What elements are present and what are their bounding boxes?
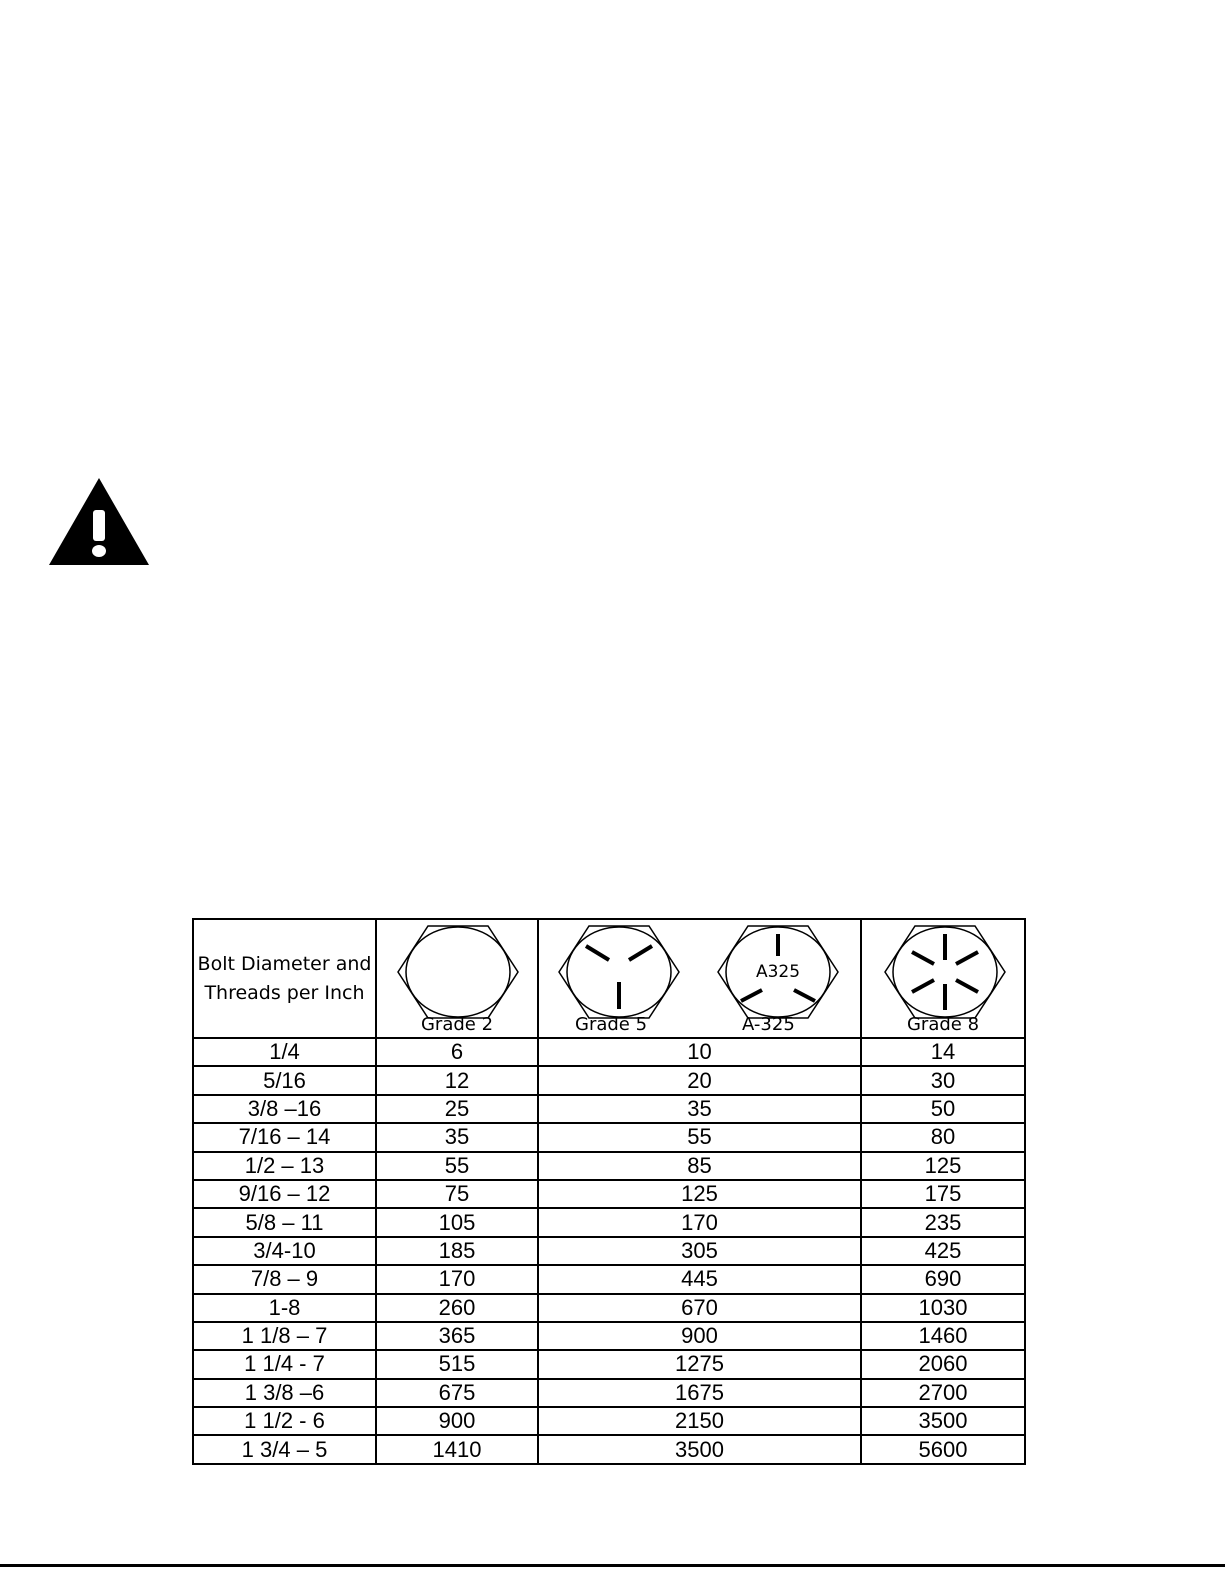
grade-5-torque-cell: 125 <box>538 1180 861 1208</box>
grade-8-torque-cell: 2060 <box>861 1350 1025 1378</box>
table-row <box>193 1038 1025 1066</box>
grade-5-torque-cell: 20 <box>538 1066 861 1094</box>
bolt-size-cell: 5/16 <box>193 1066 376 1094</box>
bolt-size-cell: 1 3/8 –6 <box>193 1379 376 1407</box>
grade-8-torque-cell: 50 <box>861 1095 1025 1123</box>
bolt-size-cell: 1 3/4 – 5 <box>193 1435 376 1463</box>
table-row <box>193 1294 1025 1322</box>
grade-8-torque-cell: 690 <box>861 1265 1025 1293</box>
grade-2-torque-cell: 170 <box>376 1265 538 1293</box>
grade-2-torque-cell: 900 <box>376 1407 538 1435</box>
bolt-size-cell: 1/2 – 13 <box>193 1152 376 1180</box>
table-row <box>193 1180 1025 1208</box>
grade-2-torque-cell: 55 <box>376 1152 538 1180</box>
bolt-size-cell: 7/8 – 9 <box>193 1265 376 1293</box>
table-row <box>193 1379 1025 1407</box>
table-row <box>193 1123 1025 1151</box>
grade-5-torque-cell: 305 <box>538 1237 861 1265</box>
grade-8-torque-cell: 125 <box>861 1152 1025 1180</box>
grade-5-torque-cell: 3500 <box>538 1435 861 1463</box>
grade-2-torque-cell: 75 <box>376 1180 538 1208</box>
grade-2-torque-cell: 35 <box>376 1123 538 1151</box>
bolt-size-cell: 5/8 – 11 <box>193 1208 376 1236</box>
grade-8-torque-cell: 3500 <box>861 1407 1025 1435</box>
grade-8-header <box>861 919 1025 1038</box>
table-row <box>193 1265 1025 1293</box>
grade-2-torque-cell: 185 <box>376 1237 538 1265</box>
bolt-diameter-header: Bolt Diameter and Threads per Inch <box>193 919 376 1038</box>
grade-8-bolt-head-icon <box>883 924 1007 1020</box>
table-header-row <box>193 919 1025 1038</box>
bolt-size-cell: 1 1/8 – 7 <box>193 1322 376 1350</box>
table-row <box>193 1066 1025 1094</box>
table-row <box>193 1435 1025 1463</box>
grade-5-torque-cell: 35 <box>538 1095 861 1123</box>
bolt-size-cell: 1 1/4 - 7 <box>193 1350 376 1378</box>
grade-2-bolt-head-icon <box>396 924 520 1020</box>
table-row <box>193 1350 1025 1378</box>
table-row <box>193 1208 1025 1236</box>
grade-8-torque-cell: 1030 <box>861 1294 1025 1322</box>
grade-8-torque-cell: 2700 <box>861 1379 1025 1407</box>
grade-2-header <box>376 919 538 1038</box>
grade-8-torque-cell: 425 <box>861 1237 1025 1265</box>
table-row <box>193 1322 1025 1350</box>
bolt-size-cell: 3/8 –16 <box>193 1095 376 1123</box>
bolt-size-cell: 7/16 – 14 <box>193 1123 376 1151</box>
grade-5-torque-cell: 670 <box>538 1294 861 1322</box>
table-body <box>193 1038 1025 1464</box>
grade-2-torque-cell: 25 <box>376 1095 538 1123</box>
grade-2-torque-cell: 6 <box>376 1038 538 1066</box>
a325-label: A-325 <box>742 1014 795 1035</box>
grade-5-torque-cell: 1275 <box>538 1350 861 1378</box>
warning-triangle-icon <box>49 478 149 565</box>
a325-bolt-head-icon <box>716 924 840 1020</box>
grade-5-torque-cell: 170 <box>538 1208 861 1236</box>
grade-2-torque-cell: 105 <box>376 1208 538 1236</box>
bolt-torque-table <box>192 918 1026 1465</box>
grade-2-torque-cell: 365 <box>376 1322 538 1350</box>
bolt-size-cell: 1-8 <box>193 1294 376 1322</box>
grade-5-torque-cell: 445 <box>538 1265 861 1293</box>
bolt-size-cell: 1 1/2 - 6 <box>193 1407 376 1435</box>
grade-5-label: Grade 5 <box>575 1014 648 1035</box>
grade-5-torque-cell: 85 <box>538 1152 861 1180</box>
a325-head-mark: A325 <box>755 962 801 982</box>
grade-5-torque-cell: 2150 <box>538 1407 861 1435</box>
grade-8-torque-cell: 14 <box>861 1038 1025 1066</box>
grade-2-torque-cell: 12 <box>376 1066 538 1094</box>
grade-5-torque-cell: 1675 <box>538 1379 861 1407</box>
grade-5-torque-cell: 10 <box>538 1038 861 1066</box>
grade-8-torque-cell: 1460 <box>861 1322 1025 1350</box>
grade-2-torque-cell: 515 <box>376 1350 538 1378</box>
grade-2-torque-cell: 1410 <box>376 1435 538 1463</box>
table-row <box>193 1152 1025 1180</box>
grade-8-torque-cell: 175 <box>861 1180 1025 1208</box>
grade-5-torque-cell: 55 <box>538 1123 861 1151</box>
bolt-size-cell: 3/4-10 <box>193 1237 376 1265</box>
table-row <box>193 1407 1025 1435</box>
bolt-size-cell: 9/16 – 12 <box>193 1180 376 1208</box>
grade-8-torque-cell: 5600 <box>861 1435 1025 1463</box>
page-bottom-rule <box>0 1564 1225 1567</box>
grade-5-a325-header <box>538 919 861 1038</box>
bolt-size-cell: 1/4 <box>193 1038 376 1066</box>
grade-8-torque-cell: 80 <box>861 1123 1025 1151</box>
table-row <box>193 1095 1025 1123</box>
grade-2-label: Grade 2 <box>420 1014 494 1035</box>
grade-5-bolt-head-icon <box>557 924 681 1020</box>
grade-8-torque-cell: 235 <box>861 1208 1025 1236</box>
grade-8-torque-cell: 30 <box>861 1066 1025 1094</box>
grade-5-torque-cell: 900 <box>538 1322 861 1350</box>
grade-2-torque-cell: 675 <box>376 1379 538 1407</box>
table-row <box>193 1237 1025 1265</box>
grade-8-label: Grade 8 <box>906 1014 980 1035</box>
grade-2-torque-cell: 260 <box>376 1294 538 1322</box>
